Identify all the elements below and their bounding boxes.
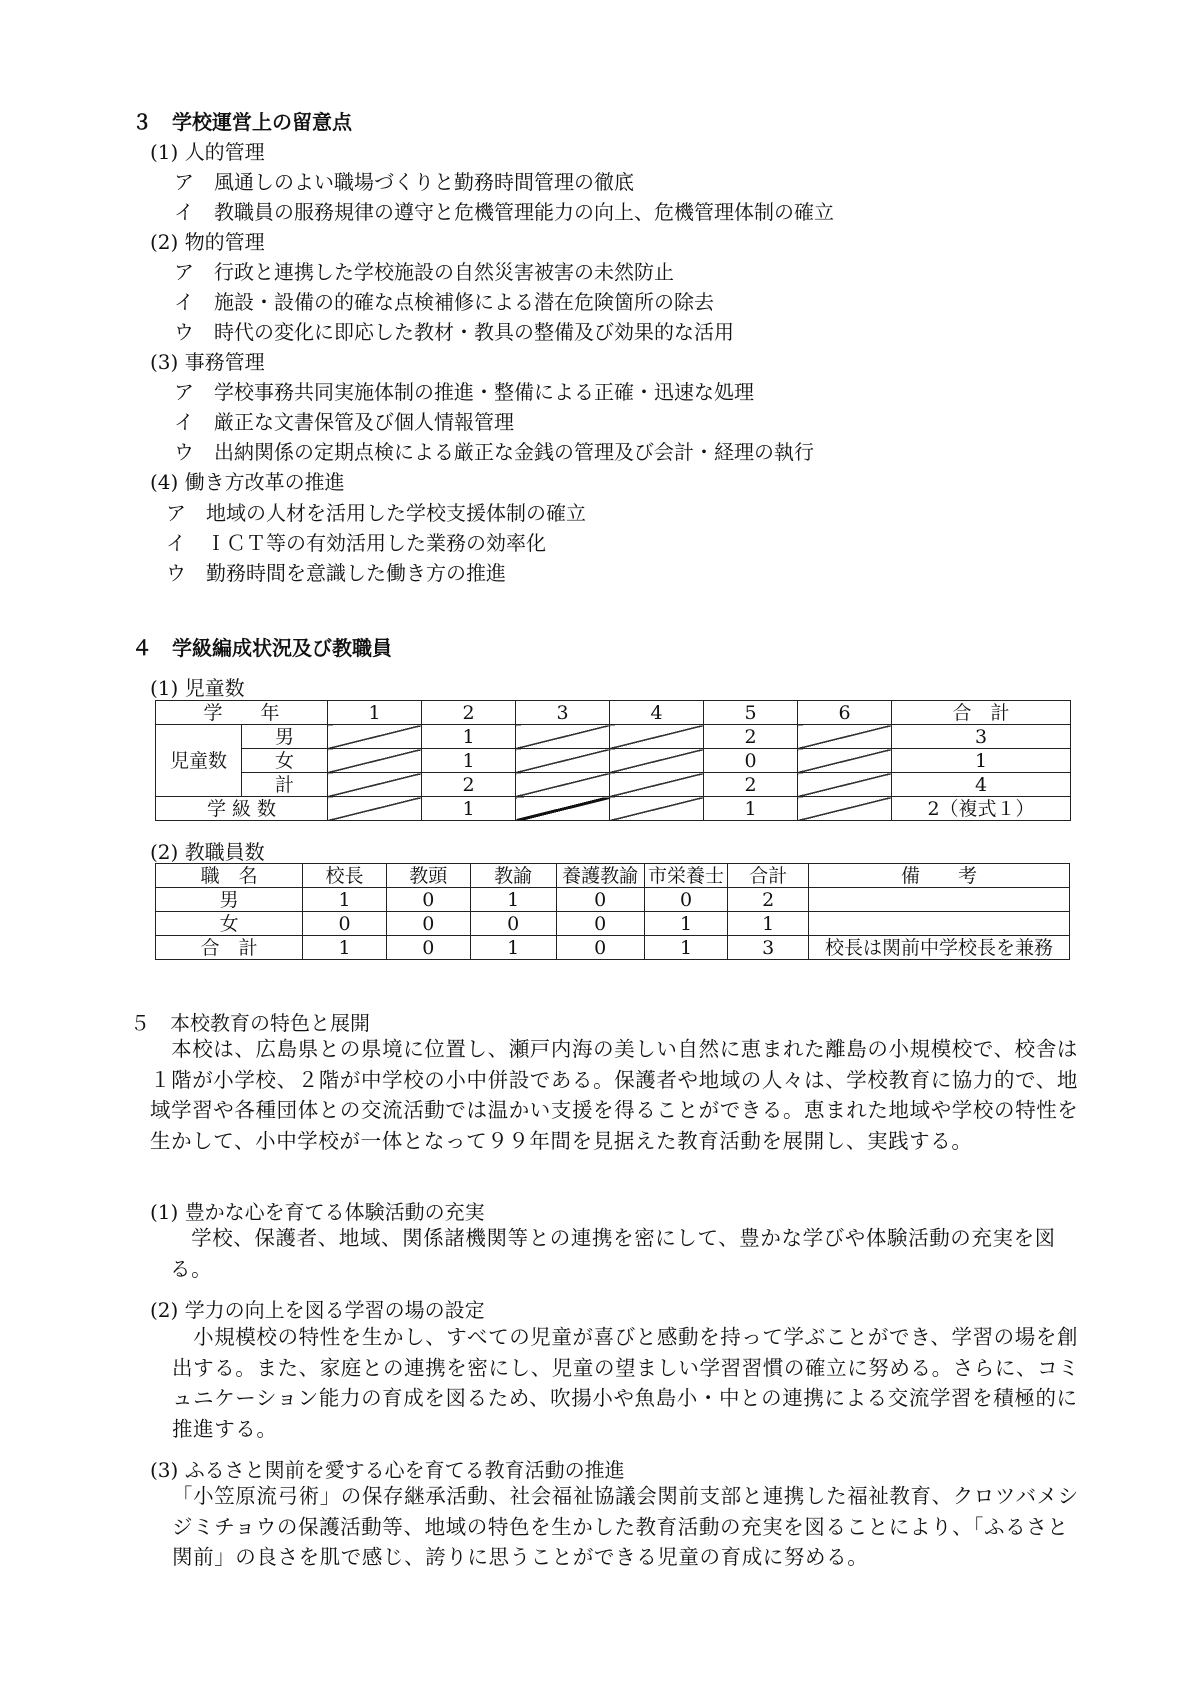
sec5-p3-text: 「小笠原流弓術」の保存継承活動、社会福祉協議会関前支部と連携した福祉教育、クロツバメシジミチョウの保護活動等、地域の特色を生かした教育活動の充実を図ることにより、「ふるさと関前」の良さを肌で感じ、誇りに思うことができる児童の育成に努める。 — [172, 1484, 1079, 1569]
grade-6-header: 6 — [798, 701, 892, 725]
total-cell: 4 — [892, 773, 1071, 797]
table-cell: 0 — [386, 888, 470, 912]
sec5-p1-text: 学校、保護者、地域、関係諸機関等との連携を密にして、豊かな学びや体験活動の充実を図る。 — [170, 1226, 1056, 1281]
sec5-p2-text: 小規模校の特性を生かし、すべての児童が喜びと感動を持って学ぶことができ、学習の場を創出する。また、家庭との連携を密にし、児童の望ましい学習習慣の確立に努める。さらに、コミュニケーション能力の育成を図るため、吹揚小や魚島小・中との連携による交流学習を積極的に推進する。 — [172, 1325, 1080, 1441]
table-row — [156, 701, 1071, 725]
empty-cell — [798, 797, 892, 821]
grade-5-header: 5 — [704, 701, 798, 725]
total-header: 合 計 — [892, 701, 1071, 725]
row-label: 女 — [156, 912, 303, 936]
empty-cell — [516, 773, 610, 797]
sec5-p1-title: (1) 豊かな心を育てる体験活動の充実 — [150, 1200, 485, 1224]
empty-cell — [328, 749, 422, 773]
student-count-title: (1) 児童数 — [150, 676, 245, 700]
empty-cell — [610, 725, 704, 749]
grade-4-header: 4 — [610, 701, 704, 725]
table-cell: 1 — [644, 936, 728, 960]
table-cell: 3 — [728, 936, 809, 960]
sec3-s1-item: イ 教職員の服務規律の遵守と危機管理能力の向上、危機管理体制の確立 — [174, 200, 834, 224]
table-row — [156, 936, 1070, 960]
note-cell — [808, 912, 1069, 936]
empty-cell — [610, 773, 704, 797]
table-cell: 1 — [644, 912, 728, 936]
table-cell: 0 — [386, 912, 470, 936]
empty-cell — [516, 749, 610, 773]
table-row — [156, 888, 1070, 912]
table-cell: 0 — [303, 912, 387, 936]
empty-cell — [328, 725, 422, 749]
section-4-title: ４ 学級編成状況及び教職員 — [132, 636, 392, 660]
row-label: 合 計 — [156, 936, 303, 960]
sec5-p2-title: (2) 学力の向上を図る学習の場の設定 — [150, 1298, 485, 1322]
class-count-label: 学 級 数 — [156, 797, 328, 821]
empty-cell — [516, 725, 610, 749]
table-cell: 2 — [422, 773, 516, 797]
sec3-s3-item: イ 厳正な文書保管及び個人情報管理 — [174, 410, 514, 434]
table-cell: 1 — [704, 797, 798, 821]
table-cell: 0 — [556, 936, 644, 960]
table-row — [156, 864, 1070, 888]
row-label: 女 — [242, 749, 328, 773]
table-cell: 0 — [704, 749, 798, 773]
header-cell: 市栄養士 — [644, 864, 728, 888]
table-cell: 1 — [422, 725, 516, 749]
total-cell: 2（複式１） — [892, 797, 1071, 821]
grade-3-header: 3 — [516, 701, 610, 725]
empty-cell — [798, 725, 892, 749]
sec3-s3-item: ウ 出納関係の定期点検による厳正な金銭の管理及び会計・経理の執行 — [174, 440, 814, 464]
header-cell: 養護教諭 — [556, 864, 644, 888]
sec3-s4-item: ア 地域の人材を活用した学校支援体制の確立 — [166, 501, 586, 525]
header-cell: 備 考 — [808, 864, 1069, 888]
empty-cell — [610, 749, 704, 773]
sec3-s4-title: (4) 働き方改革の推進 — [150, 470, 345, 494]
empty-cell — [610, 797, 704, 821]
table-cell: 0 — [556, 912, 644, 936]
sec3-s2-item: イ 施設・設備の的確な点検補修による潜在危険箇所の除去 — [174, 290, 714, 314]
sec3-s4-item: イ ＩＣＴ等の有効活用した業務の効率化 — [166, 531, 546, 555]
staff-count-table — [155, 863, 1070, 960]
sec3-s2-item: ア 行政と連携した学校施設の自然災害被害の未然防止 — [174, 260, 674, 284]
table-cell: 0 — [470, 912, 556, 936]
table-cell: 1 — [728, 912, 809, 936]
sec3-s3-title: (3) 事務管理 — [150, 350, 265, 374]
grade-1-header: 1 — [328, 701, 422, 725]
note-cell: 校長は関前中学校長を兼務 — [808, 936, 1069, 960]
student-group-label: 児童数 — [156, 725, 242, 797]
total-cell: 3 — [892, 725, 1071, 749]
sec3-s4-item: ウ 勤務時間を意識した働き方の推進 — [166, 561, 506, 585]
table-cell: 2 — [704, 725, 798, 749]
sec3-s1-item: ア 風通しのよい職場づくりと勤務時間管理の徹底 — [174, 170, 634, 194]
table-cell: 0 — [556, 888, 644, 912]
sec3-s3-item: ア 学校事務共同実施体制の推進・整備による正確・迅速な処理 — [174, 380, 754, 404]
table-cell: 1 — [470, 936, 556, 960]
section-5-title: ５ 本校教育の特色と展開 — [130, 1011, 370, 1035]
header-cell: 教諭 — [470, 864, 556, 888]
empty-cell — [328, 797, 422, 821]
table-cell: 1 — [422, 749, 516, 773]
sec5-intro: 本校は、広島県との県境に位置し、瀬戸内海の美しい自然に恵まれた離島の小規模校で、校舎は１階が小学校、２階が中学校の小中併設である。保護者や地域の人々は、学校教育に協力的で、地域学習や各種団体との交流活動では温かい支援を得ることができる。恵まれた地域や学校の特性を生かして、小中学校が一体となって９９年間を見据えた教育活動を展開し、実践する。 — [150, 1037, 1079, 1153]
table-cell: 2 — [728, 888, 809, 912]
table-row — [156, 749, 1071, 773]
row-label: 計 — [242, 773, 328, 797]
empty-cell — [328, 773, 422, 797]
sec3-s1-title: (1) 人的管理 — [150, 140, 265, 164]
sec3-s2-item: ウ 時代の変化に即応した教材・教具の整備及び効果的な活用 — [174, 320, 734, 344]
empty-cell — [798, 749, 892, 773]
sec3-s2-title: (2) 物的管理 — [150, 230, 265, 254]
header-cell: 校長 — [303, 864, 387, 888]
grade-2-header: 2 — [422, 701, 516, 725]
table-cell: 1 — [303, 888, 387, 912]
row-label: 男 — [156, 888, 303, 912]
table-cell: 2 — [704, 773, 798, 797]
table-cell: 1 — [303, 936, 387, 960]
table-row — [156, 797, 1071, 821]
header-cell: 教頭 — [386, 864, 470, 888]
student-count-table — [155, 700, 1071, 821]
table-row — [156, 773, 1071, 797]
section-3-title: ３ 学校運営上の留意点 — [132, 110, 352, 134]
sec5-p3-title: (3) ふるさと関前を愛する心を育てる教育活動の推進 — [150, 1458, 625, 1482]
table-cell: 1 — [422, 797, 516, 821]
table-cell: 1 — [470, 888, 556, 912]
table-cell: 0 — [644, 888, 728, 912]
table-cell: 0 — [386, 936, 470, 960]
staff-count-title: (2) 教職員数 — [150, 840, 265, 864]
total-cell: 1 — [892, 749, 1071, 773]
empty-cell — [516, 797, 610, 821]
header-cell: 合計 — [728, 864, 809, 888]
header-cell: 職 名 — [156, 864, 303, 888]
note-cell — [808, 888, 1069, 912]
empty-cell — [798, 773, 892, 797]
row-label: 男 — [242, 725, 328, 749]
table-row — [156, 725, 1071, 749]
table-row — [156, 912, 1070, 936]
grade-header: 学 年 — [156, 701, 328, 725]
